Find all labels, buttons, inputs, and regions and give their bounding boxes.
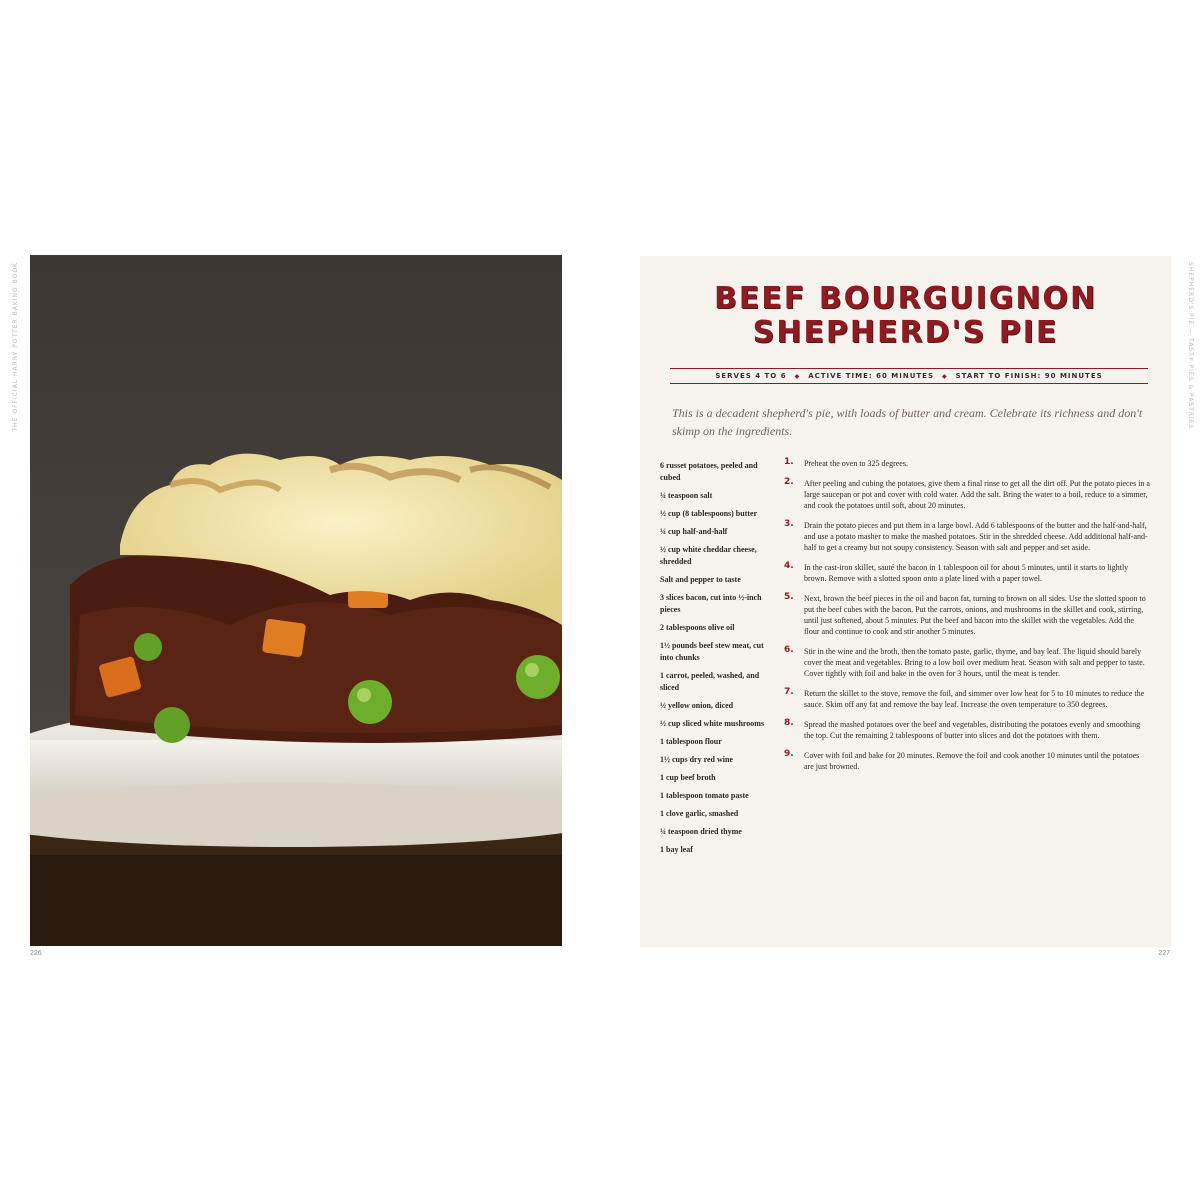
step-number: 5. (784, 592, 794, 602)
ingredient-item: 1 carrot, peeled, washed, and sliced (660, 671, 760, 692)
step-text: Next, brown the beef pieces in the oil and bacon fat, turning to brown on all sides. Use the slotted spoon to put the beef cubes with the bacon. Put the carrots, onions, and mushrooms in the skillet and cook, stirring, until just softened, about 5 minutes. Put the beef and bacon into the skillet with the vegetables. Add the flour and continue to cook and stir another 5 minutes. (804, 594, 1146, 636)
step-text: Preheat the oven to 325 degrees. (804, 459, 908, 468)
start-to-finish-text: START TO FINISH: 90 MINUTES (955, 372, 1103, 380)
ingredient-item: ¼ teaspoon dried thyme (660, 827, 742, 836)
left-page-number: 226 (30, 950, 42, 957)
right-running-head: SHEPHERD'S PIE — TASTY PIES & PASTRIES (1187, 262, 1194, 430)
step-text: Drain the potato pieces and put them in a large bowl. Add 6 tablespoons of the butter and the half-and-half, and use a potato masher to make the mashed potatoes. Stir in the shredded cheese. Add additional half-and-half to get a creamy but not soupy consistency. Season with salt and pepper and set aside. (804, 521, 1148, 552)
ingredient-item: ½ cup white cheddar cheese, shredded (660, 545, 757, 566)
method-steps (784, 458, 1150, 781)
shepherds-pie-photo (30, 255, 562, 946)
step-text: Stir in the wine and the broth, then the tomato paste, garlic, thyme, and bay leaf. The liquid should barely cover the meat and vegetables. Bring to a low boil over medium heat. Season with salt and pepper to taste. Cover tightly with foil and bake in the oven for 3 hours, until the meat is tender. (804, 647, 1145, 678)
food-illustration (30, 255, 562, 946)
ingredient-item: ½ cup sliced white mushrooms (660, 719, 765, 728)
title-line-1: BEEF BOURGUIGNON (713, 281, 1098, 316)
step-text: Spread the mashed potatoes over the beef and vegetables, distributing the potatoes evenly and smoothing the top. Cut the remaining 2 tablespoons of butter into slices and dot the potatoes with them. (804, 720, 1141, 740)
step-number: 1. (784, 457, 794, 467)
method-step (784, 750, 1150, 772)
ingredient-item: ¼ cup half-and-half (660, 527, 728, 536)
left-running-head: THE OFFICIAL HARRY POTTER BAKING BOOK (12, 262, 19, 432)
ingredient-item: 6 russet potatoes, peeled and cubed (660, 461, 758, 482)
method-step (784, 458, 1150, 469)
ingredient-item: ½ yellow onion, diced (660, 701, 734, 710)
bullet-icon: ◆ (942, 372, 948, 380)
step-number: 7. (784, 687, 794, 697)
recipe-meta-bar (670, 368, 1148, 384)
ingredient-item: 1 tablespoon flour (660, 737, 722, 746)
step-text: In the cast-iron skillet, sauté the bacon in 1 tablespoon oil for about 5 minutes, until it starts to lightly brown. Remove with a slotted spoon onto a plate lined with a paper towel. (804, 563, 1129, 583)
title-line-2: SHEPHERD'S PIE (752, 315, 1059, 350)
method-step (784, 478, 1150, 511)
serves-text: SERVES 4 TO 6 (715, 372, 787, 380)
ingredient-item: 1 tablespoon tomato paste (660, 791, 749, 800)
ingredient-item: 1½ cups dry red wine (660, 755, 733, 764)
method-step (784, 646, 1150, 679)
recipe-intro: This is a decadent shepherd's pie, with loads of butter and cream. Celebrate its richness and don't skimp on the ingredients. (672, 406, 1143, 438)
step-number: 3. (784, 519, 794, 529)
step-number: 2. (784, 477, 794, 487)
ingredient-item: 1 clove garlic, smashed (660, 809, 739, 818)
ingredient-item: Salt and pepper to taste (660, 575, 741, 584)
ingredient-item: 1 bay leaf (660, 845, 693, 854)
ingredient-item: 3 slices bacon, cut into ½-inch pieces (660, 593, 762, 614)
step-text: After peeling and cubing the potatoes, give them a final rinse to get all the dirt off. Put the potato pieces in a large saucepan or pot and cover with cold water. Add the salt. Bring the water to a boil, reduce to a simmer, and cook the potatoes until soft, about 20 minutes. (804, 479, 1150, 510)
method-step (784, 688, 1150, 710)
step-number: 8. (784, 718, 794, 728)
step-number: 9. (784, 749, 794, 759)
ingredient-item: 2 tablespoons olive oil (660, 623, 735, 632)
active-time-text: ACTIVE TIME: 60 MINUTES (808, 372, 935, 380)
step-number: 6. (784, 645, 794, 655)
bullet-icon: ◆ (794, 372, 801, 380)
method-step (784, 593, 1150, 637)
method-step (784, 520, 1150, 553)
recipe-page (640, 256, 1171, 947)
step-text: Cover with foil and bake for 20 minutes. Remove the foil and cook another 10 minutes until the potatoes are just browned. (804, 751, 1140, 771)
ingredient-item: ¼ teaspoon salt (660, 491, 713, 500)
recipe-title (640, 282, 1171, 350)
ingredient-item: 1 cup beef broth (660, 773, 716, 782)
ingredients-list (660, 460, 778, 862)
method-step (784, 562, 1150, 584)
ingredient-item: 1½ pounds beef stew meat, cut into chunks (660, 641, 764, 662)
right-page-number: 227 (1158, 950, 1170, 957)
step-text: Return the skillet to the stove, remove the foil, and simmer over low heat for 5 to 10 minutes to reduce the sauce. Skim off any fat and remove the bay leaf. Increase the oven temperature to 350 degrees. (804, 689, 1145, 709)
method-step (784, 719, 1150, 741)
step-number: 4. (784, 561, 794, 571)
ingredient-item: ½ cup (8 tablespoons) butter (660, 509, 758, 518)
